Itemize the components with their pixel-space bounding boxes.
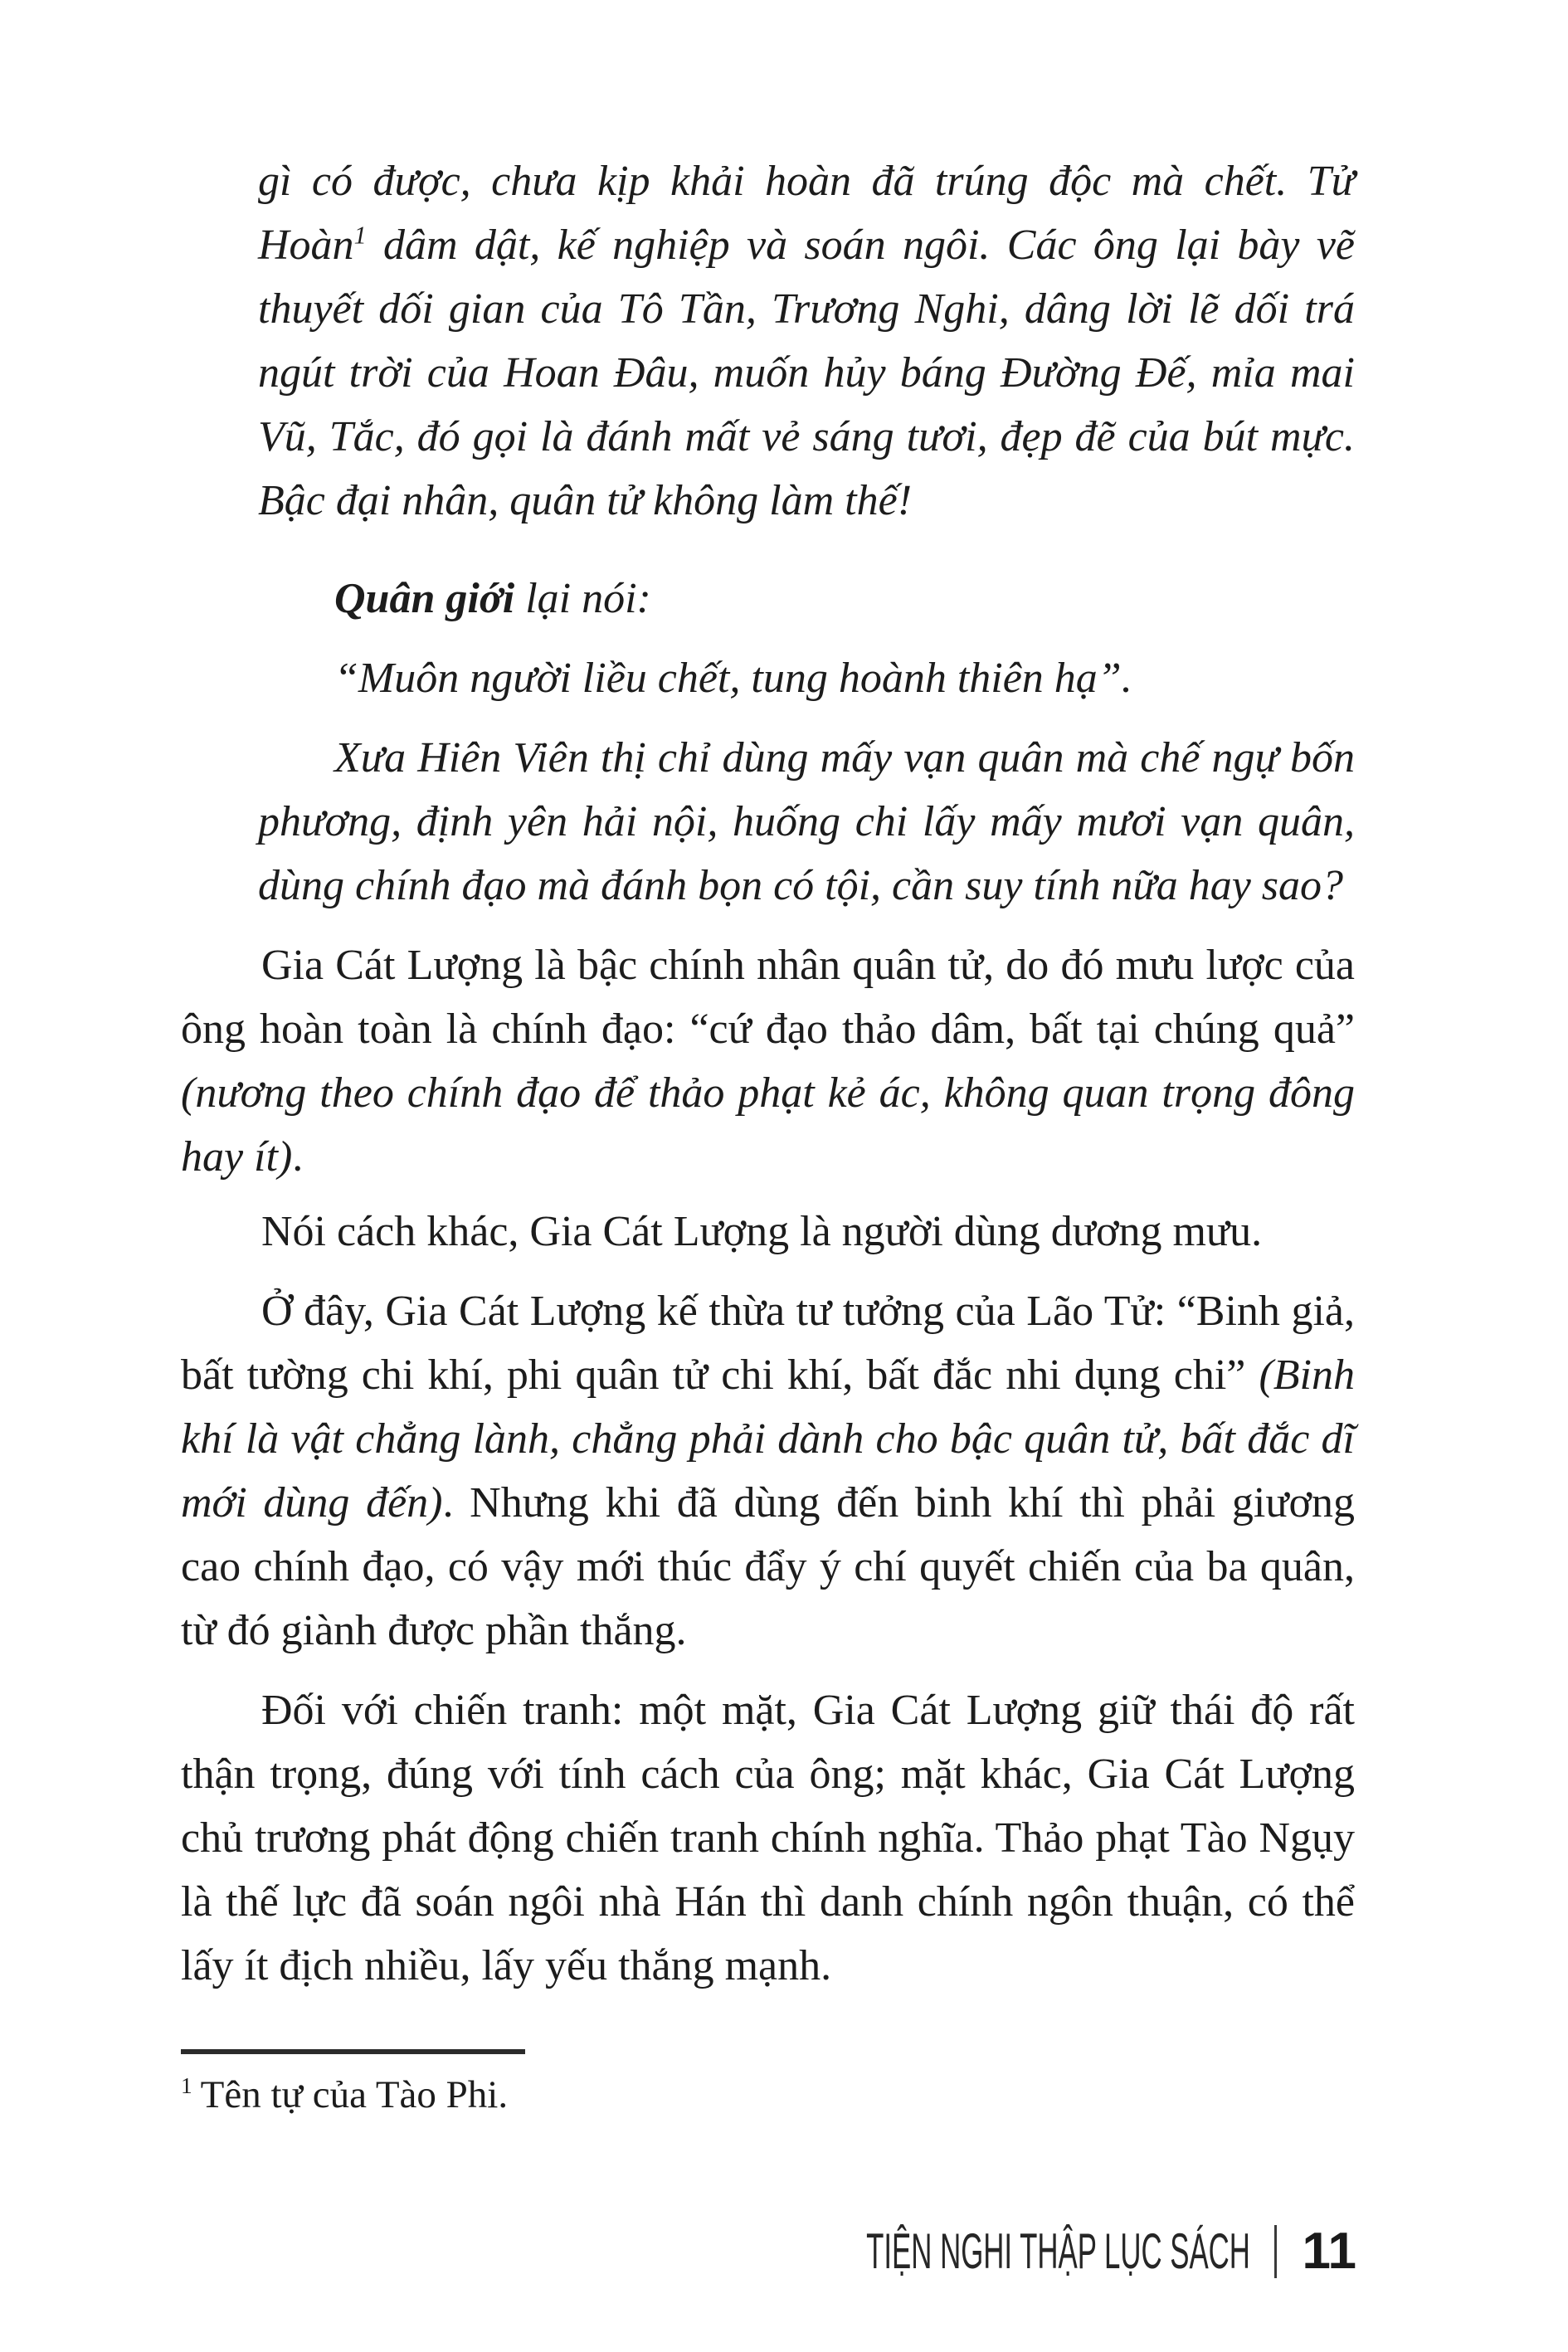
footnote-text: Tên tự của Tào Phi. bbox=[200, 2073, 509, 2116]
body-text: Ở đây, Gia Cát Lượng kế thừa tư tưởng của Lão Tử: “Binh giả, bất tường chi khí, phi quân tử chi khí, bất đắc nhi dụng chi” bbox=[181, 1288, 1355, 1399]
body-text: Gia Cát Lượng là bậc chính nhân quân tử, do đó mưu lược của ông hoàn toàn là chính đạo: “cứ đạo thảo dâm, bất tại chúng quả” bbox=[181, 942, 1355, 1053]
footnote-marker: 1 bbox=[181, 2073, 192, 2099]
body-paragraph bbox=[181, 1279, 1355, 1663]
gloss-text: (Binh khí là vật chẳng lành, chẳng phải dành cho bậc quân tử, bất đắc dĩ mới dùng đến) bbox=[181, 1351, 1355, 1527]
quote-paragraph: Xưa Hiên Viên thị chỉ dùng mấy vạn quân mà chế ngự bốn phương, định yên hải nội, huống chi lấy mấy mươi vạn quân, dùng chính đạo mà đánh bọn có tội, cần suy tính nữa hay sao? bbox=[258, 734, 1355, 909]
footnote bbox=[181, 2069, 508, 2121]
body-text: . Nhưng khi đã dùng đến binh khí thì phải giương cao chính đạo, có vậy mới thúc đẩy ý chí quyết chiến của ba quân, từ đó giành được phần thắng. bbox=[181, 1479, 1355, 1654]
body-paragraph bbox=[181, 933, 1355, 1189]
gloss-text: (nương theo chính đạo để thảo phạt kẻ ác, không quan trọng đông hay ít) bbox=[181, 1069, 1355, 1181]
footnote-ref: 1 bbox=[353, 221, 367, 250]
quote-continuation-paragraph bbox=[258, 149, 1355, 533]
running-title: TIỆN NGHI THẬP LỤC SÁCH bbox=[865, 2223, 1250, 2279]
quote-text: dâm dật, kế nghiệp và soán ngôi. Các ông lại bày vẽ thuyết dối gian của Tô Tần, Trương Nghi, dâng lời lẽ dối trá ngút trời của Hoan Đâu, muốn hủy báng Đường Đế, mỉa mai Vũ, Tắc, đó gọi là đánh mất vẻ sáng tươi, đẹp đẽ của bút mực. Bậc đại nhân, quân tử không làm thế! bbox=[258, 222, 1355, 524]
quote-lead-in-text: lại nói: bbox=[514, 575, 651, 622]
body-paragraph: Đối với chiến tranh: một mặt, Gia Cát Lượng giữ thái độ rất thận trọng, đúng với tính cách của ông; mặt khác, Gia Cát Lượng chủ trương phát động chiến tranh chính nghĩa. Thảo phạt Tào Ngụy là thế lực đã soán ngôi nhà Hán thì danh chính ngôn thuận, có thể lấy ít địch nhiều, lấy yếu thắng mạnh. bbox=[181, 1687, 1355, 1989]
text-block bbox=[181, 149, 1355, 1998]
quote-lead-in-term: Quân giới bbox=[334, 575, 515, 622]
body-paragraph: Nói cách khác, Gia Cát Lượng là người dùng dương mưu. bbox=[261, 1208, 1263, 1255]
footnote-divider bbox=[181, 2049, 525, 2054]
body-text: . bbox=[292, 1133, 304, 1181]
quote-text: gì có được, chưa kịp khải hoàn đã trúng độc mà chết. Tử Hoàn bbox=[258, 158, 1355, 269]
page-footer bbox=[588, 2222, 1356, 2281]
quote-lead-in-paragraph bbox=[258, 567, 1355, 631]
quote-paragraph: “Muôn người liều chết, tung hoành thiên hạ”. bbox=[334, 655, 1132, 702]
footer-separator-bar bbox=[1274, 2225, 1277, 2278]
page-number: 11 bbox=[1302, 2223, 1356, 2280]
